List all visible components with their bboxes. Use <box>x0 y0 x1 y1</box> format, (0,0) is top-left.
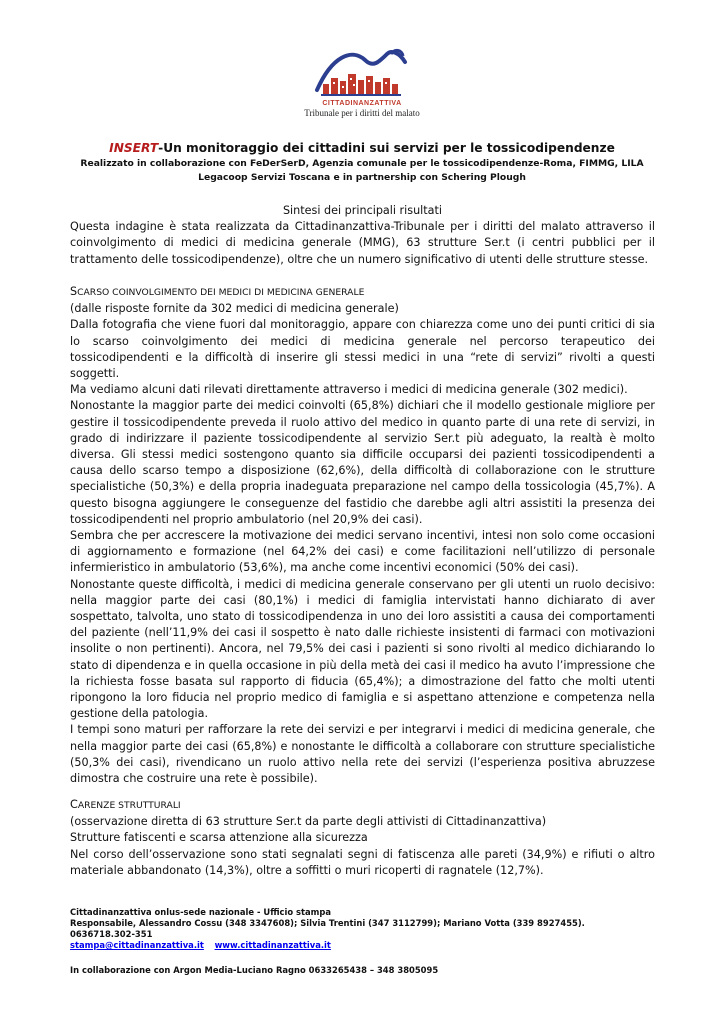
summary-section <box>70 203 655 268</box>
text-run: , in grado di indirizzare il paziente tossicodipendente al servizio Ser.t più adeguato, la realtà è molto diversa. <box>70 415 656 462</box>
section2-subheading: Strutture fatiscenti e scarsa attenzione alla sicurezza <box>70 831 368 845</box>
website-link[interactable]: www.cittadinanzattiva.it <box>214 940 331 950</box>
section2-note: (osservazione diretta di 63 strutture Ser.t da parte degli attivisti di Cittadinanzattiva) <box>70 815 547 829</box>
section2-heading <box>70 797 655 814</box>
highlight-text: scarso coinvolgimento dei medici di medicina generale <box>92 334 457 348</box>
text-run: A questo bisogna aggiungere le conseguenze del fastidio che darebbe agli altri assistiti la presenza dei tossicodipendenti nel proprio ambulatorio (nel 20,9% dei casi). <box>70 480 656 526</box>
section2-heading-initial: C <box>70 798 78 811</box>
summary-intro: Questa indagine è stata realizzata da Cittadinanzattiva-Tribunale per i diritti del malato attraverso il coinvolgimento di medici di medicina generale (MMG), 63 strutture Ser.t (i centri pubblici per il trattamento delle tossicodipendenze), oltre che un numero significativo di utenti delle strutture stesse. <box>70 220 655 266</box>
summary-heading: Sintesi dei principali risultati <box>282 204 443 217</box>
text-run: (65,4%); a dimostrazione del fatto che molti utenti ripongono la loro fiducia nel proprio medico di famiglia e si aspettano attenzione e competenza nella gestione della patologia. <box>70 674 655 721</box>
section-carenze <box>70 797 655 879</box>
document-title <box>70 141 654 155</box>
text-run: Sembra che per accrescere la motivazione dei medici servano <box>70 529 427 543</box>
footer-contacts: Responsabile, Alessandro Cossu (348 3347608); Silvia Trentini (347 3112799); Mariano Votta (339 8927455). <box>70 918 585 928</box>
text-run: in quanto <box>422 415 486 429</box>
title-insert: INSERT <box>109 141 159 155</box>
text-run: Nonostante la maggior parte dei medici coinvolti (65,8%) dichiari che il modello gestionale migliore per gestire il tossicodipendente preveda il <box>70 399 655 429</box>
highlight-text: in più della metà dei casi <box>305 658 446 672</box>
highlight-text: incentivi, <box>426 529 478 543</box>
subtitle-line2: Legacoop Servizi Toscana e in partnership con Schering Plough <box>198 172 526 183</box>
footer-collaboration: In collaborazione con Argon Media-Luciano Ragno 0633265438 – 348 3805095 <box>70 965 439 975</box>
logo-name: CITTADINANZATTIVA <box>322 100 402 107</box>
footer-office: Cittadinanzattiva onlus-sede nazionale - Ufficio stampa <box>70 907 332 917</box>
text-run: I tempi sono maturi per rafforzare la rete dei servizi e per <box>70 723 402 737</box>
footer-links <box>70 940 655 951</box>
section1-heading <box>70 284 655 301</box>
highlight-text: parte di una rete di servizi <box>485 415 637 429</box>
section1-paragraph <box>70 577 655 723</box>
section1-paragraph <box>70 722 655 787</box>
section1-heading-text: CARSO COINVOLGIMENTO DEI MEDICI DI MEDICINA GENERALE <box>77 287 365 298</box>
logo-emblem-icon <box>307 46 417 102</box>
title-rest: -Un monitoraggio dei cittadini sui servizi per le tossicodipendenze <box>158 141 615 155</box>
text-run: nel percorso terapeutico dei tossicodipendenti e la difficoltà di inserire gli stessi medici in una “rete di servizi” rivolti a questi soggetti. <box>70 334 656 381</box>
highlight-text: rapporto di fiducia <box>240 674 349 688</box>
section1-paragraph <box>70 317 655 382</box>
email-link[interactable]: stampa@cittadinanzattiva.it <box>70 940 204 950</box>
cittadinanzattiva-logo <box>300 46 424 126</box>
section2-heading-text: ARENZE STRUTTURALI <box>77 800 181 811</box>
section-medici <box>70 284 655 787</box>
text-run: il medico ha avuto l’impressione che la richiesta fosse basata sul <box>70 658 655 688</box>
highlight-text: ruolo attivo del medico <box>291 415 423 429</box>
footer-phone: 0636718.302-351 <box>70 929 153 939</box>
subtitle-line1: Realizzato in collaborazione con FeDerSerD, Agenzia comunale per le tossicodipendenze-Roma, FIMMG, LILA <box>80 158 644 169</box>
section1-paragraph: Ma vediamo alcuni dati rilevati direttamente attraverso i medici di medicina generale (302 medici). <box>70 383 628 397</box>
highlight-text: inadeguata preparazione nel campo della tossicologia (45,7%). <box>284 480 644 494</box>
highlight-text: integrarvi i medici di medicina generale, che nella maggior parte dei casi (65,8%) e nonostante le difficoltà a collaborare con strutture specialistiche (50,3% dei casi), rivendicano un ruolo attivo nella rete dei servizi <box>70 723 655 769</box>
document-subtitle <box>66 157 658 185</box>
text-run: (l’esperienza positiva abruzzese dimostra che costruire una rete è possibile). <box>70 755 655 786</box>
text-run: intesi non solo come occasioni di aggiornamento e formazione (nel 64,2% dei casi) e come facilitazioni nell’utilizzo di personale infermieristico in ambulatorio (53,6%), ma anche come incentivi economici (50% dei casi). <box>70 529 655 575</box>
footer <box>70 907 655 976</box>
text-run: Dalla fotografia che viene fuori dal monitoraggio, appare con chiarezza come uno dei punti critici di sia lo <box>70 318 655 348</box>
section2-paragraph: Nel corso dell’osservazione sono stati segnalati segni di fatiscenza alle pareti (34,9%) e rifiuti o altro materiale abbandonato (14,3%), oltre a soffitti o muri ricoperti di ragnatele (12,7%). <box>70 847 655 877</box>
highlight-text: Gli stessi medici sostengono quanto sia difficile occuparsi dei pazienti tossicodipendenti <box>120 448 642 462</box>
text-run: Nonostante queste difficoltà, i medici di medicina generale conservano per gli utenti un ruolo decisivo: nella maggior parte dei casi (80,1%) i medici di famiglia intervistati hanno dichiarato di aver sospettato, talvolta, uno stato di tossicodipendenza in uno dei loro assistiti a causa dei comportamenti del paziente (nell’11,9% dei casi il sospetto è nato dalle richieste insistenti di farmaci con motivazioni insolite o non pertinenti). Ancora, nel 79,5% dei casi i pazienti si sono rivolti al medico dichiarando lo stato di dipendenza e in quella occasione <box>70 577 655 672</box>
section1-note: (dalle risposte fornite da 302 medici di medicina generale) <box>70 302 399 316</box>
text-run: a causa dello scarso tempo a disposizione (62,6%), della difficoltà di collaborazione con le strutture specialistiche (50,3%) e della propria <box>70 448 655 494</box>
logo-tagline: Tribunale per i diritti del malato <box>304 108 420 118</box>
section1-paragraph <box>70 398 655 528</box>
section1-paragraph <box>70 528 655 577</box>
section1-heading-initial: S <box>70 285 78 298</box>
